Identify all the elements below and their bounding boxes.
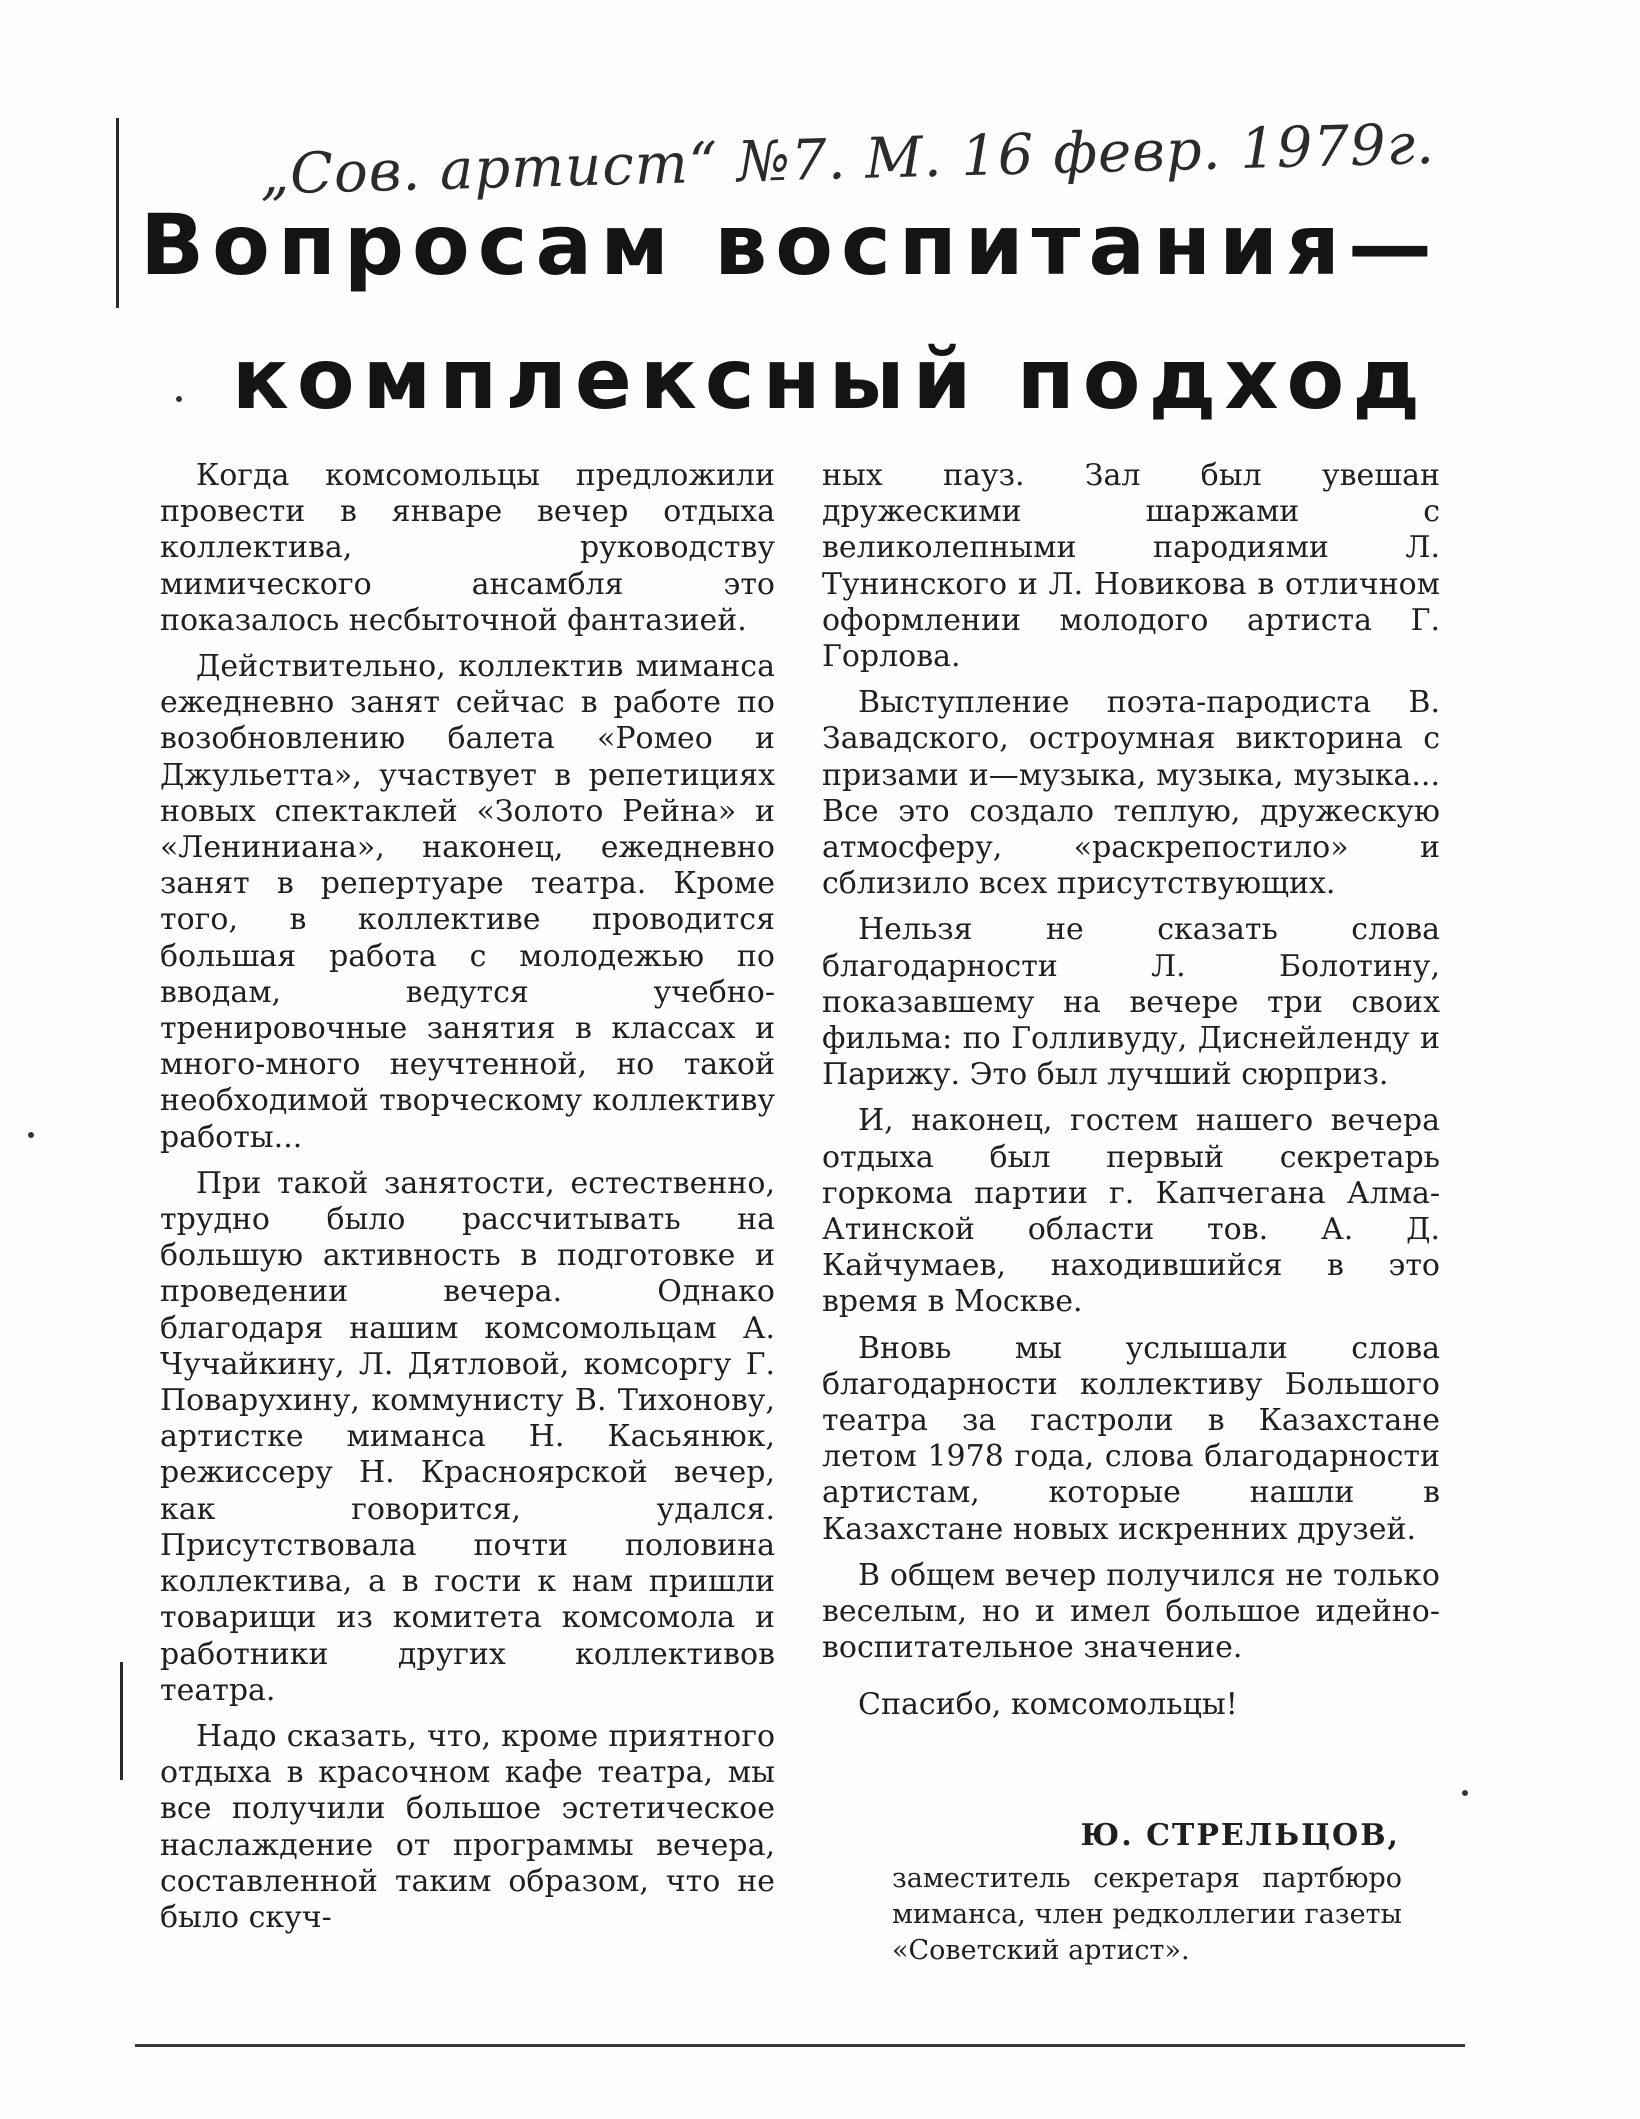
speck	[28, 1132, 34, 1138]
handwritten-source-note: „Сов. артист“ №7. М. 16 февр. 1979г.	[259, 111, 1436, 208]
paragraph: Когда комсомольцы предложили провести в январе вечер отдыха коллектива, руководству мимического ансамбля это показалось несбыточной фантазией.	[160, 458, 775, 638]
article-right-column	[822, 458, 1440, 1733]
clipping-bottom-edge	[135, 2044, 1465, 2047]
paragraph: При такой занятости, естественно, трудно было рассчитывать на большую активность в подготовке и проведении вечера. Однако благодаря нашим комсомольцам А. Чучайкину, Л. Дятловой, комсоргу Г. Поварухину, коммунисту В. Тихонову, артистке миманса Н. Касьянюк, режиссеру Н. Красноярской вечер, как говорится, удался. Присутствовала почти половина коллектива, а в гости к нам пришли товарищи из комитета комсомола и работники других коллективов театра.	[160, 1165, 775, 1708]
author-signature	[822, 1818, 1440, 1969]
author-name: Ю. СТРЕЛЬЦОВ,	[1080, 1818, 1400, 1853]
headline-line-2: комплексный подход	[231, 330, 1429, 428]
paragraph: И, наконец, гостем нашего вечера отдыха был первый секретарь горкома партии г. Капчегана Алма-Атинской области тов. А. Д. Кайчумаев, находившийся в это время в Москве.	[822, 1103, 1440, 1320]
margin-mark	[120, 1662, 123, 1780]
paragraph: ных пауз. Зал был увешан дружескими шаржами с великолепными пародиями Л. Тунинского и Л. Новикова в отличном оформлении молодого артиста Г. Горлова.	[822, 458, 1440, 675]
paragraph: Надо сказать, что, кроме приятного отдыха в красочном кафе театра, мы все получили большое эстетическое наслаждение от программы вечера, составленной таким образом, что не было скуч-	[160, 1718, 775, 1935]
author-title: заместитель секретаря партбюро миманса, член редколлегии газеты «Советский артист».	[892, 1863, 1402, 1966]
paragraph: Действительно, коллектив миманса ежедневно занят сейчас в работе по возобновлению балета «Ромео и Джульетта», участвует в репетициях новых спектаклей «Золото Рейна» и «Лениниана», наконец, ежедневно занят в репертуаре театра. Кроме того, в коллективе проводится большая работа с молодежью по вводам, ведутся учебно-тренировочные занятия в классах и много-много неучтенной, но такой необходимой творческому коллективу работы...	[160, 649, 775, 1155]
headline-line-1: Вопросам воспитания—	[140, 196, 1440, 294]
paragraph: Выступление поэта-пародиста В. Завадского, остроумная викторина с призами и—музыка, музыка, музыка... Все это создало теплую, дружескую атмосферу, «раскрепостило» и сблизило всех присутствующих.	[822, 685, 1440, 902]
closing-line: Спасибо, комсомольцы!	[858, 1686, 1238, 1722]
paragraph: Вновь мы услышали слова благодарности коллективу Большого театра за гастроли в Казахстане летом 1978 года, слова благодарности артистам, которые нашли в Казахстане новых искренних друзей.	[822, 1330, 1440, 1547]
paragraph: Нельзя не сказать слова благодарности Л. Болотину, показавшему на вечере три своих фильма: по Голливуду, Диснейленду и Парижу. Это был лучший сюрприз.	[822, 912, 1440, 1093]
paragraph: В общем вечер получился не только веселым, но и имел большое идейно-воспитательное значение.	[822, 1557, 1440, 1666]
speck	[176, 396, 182, 402]
article-left-column	[160, 458, 775, 1946]
speck	[1462, 1790, 1468, 1796]
